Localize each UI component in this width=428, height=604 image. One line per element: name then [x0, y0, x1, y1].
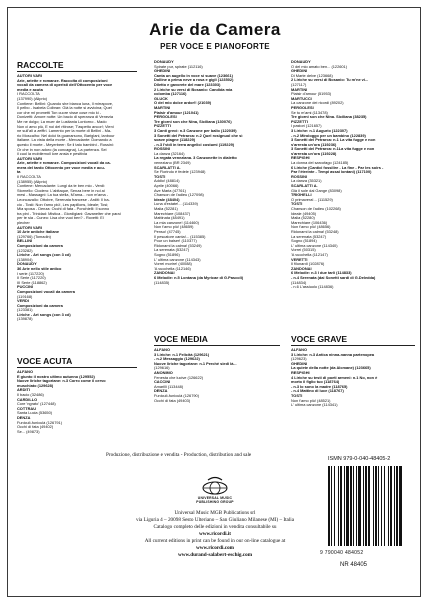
- publisher-line: via Liguria 4 – 20098 Sesto Ulteriano – San Giuliano Milanese (MI) – Italia: [135, 517, 295, 523]
- website-link[interactable]: www.ricordi.com: [195, 545, 235, 551]
- entry-heading: Dolline a prima neve a rosa e gigli (123502): [154, 77, 234, 83]
- voce-grave-list: [291, 348, 415, 408]
- section-voce-media: [154, 334, 280, 450]
- barcode-bar: [365, 466, 367, 546]
- entry-heading: - n.4 Mattino di luce (118767): [291, 388, 344, 394]
- entry-line: Stornello: Ciodero: L'abitaque, Senza bere in noi ai: [17, 187, 105, 193]
- entry-line: Piaisir d'amour (51953): [291, 91, 332, 97]
- entry-line: Funiculì-funiculà (126791): [17, 419, 62, 425]
- entry-line: Sogno (51896): [154, 251, 180, 257]
- entry-line: III Serie (118862): [17, 279, 47, 285]
- entry-line: Se... (49873): [17, 428, 40, 434]
- entry-heading: GHEDINI: [154, 68, 171, 74]
- entry-line: mesi - Massagni: La tua stella, M'ama... non m'ama -: [17, 192, 109, 198]
- entry-heading: Par l'étreinte - Tempi assai lontani) (117100): [291, 169, 372, 175]
- entry-heading: Piaisir d'amour (121041): [154, 109, 199, 115]
- entry-line: La danza (35321): [291, 178, 322, 184]
- barcode-bar: [334, 466, 335, 546]
- entry-heading: La regata veneziana. 3 Canzonette in dialetto: [154, 155, 237, 161]
- entry-heading: 2 Liriche su versi di Bosanio: Candida mia: [154, 86, 233, 92]
- barcode-bar: [338, 466, 339, 546]
- entry-heading: GLUCK: [154, 95, 168, 101]
- entry-heading: 3 Liriche: n.1 Felicità (129621): [154, 351, 210, 357]
- entry-line: Luna d'estate!... (114339): [154, 201, 198, 207]
- entry-line: I RACCOLTA: [17, 91, 40, 97]
- entry-line: veneziano (BR 2349): [154, 160, 191, 166]
- entry-line: (127117): [291, 81, 307, 87]
- entry-heading: CARDILLO: [17, 396, 38, 402]
- entry-line: (138955) (Aliprio): [17, 178, 48, 184]
- entry-line: (129616): [154, 365, 170, 371]
- barcode-bar: [358, 466, 361, 546]
- entry-line: (138904): [17, 256, 33, 262]
- entry-line: Sogno (51894): [291, 238, 317, 244]
- entry-heading: Arie, ariette e romanze. Raccolta di composizioni: [17, 77, 108, 83]
- entry-line: per te sia - Cuneo: Lisa che vuoi ben? - Rovetti: El: [17, 215, 104, 221]
- entry-line: (114834): [291, 279, 307, 285]
- entry-heading: DENZA: [17, 414, 31, 420]
- barcode-bar: [350, 466, 352, 546]
- barcode-icon: [326, 466, 404, 548]
- page-subtitle: PER VOCE E PIANOFORTE: [160, 42, 270, 51]
- entry-heading: RESPIGHI: [291, 369, 310, 375]
- entry-line: Chanson de l'adieu (102268): [291, 206, 341, 211]
- entry-line: ne sull'ali a zeffiri. Lamento per la morte di Bellini - Ma-: [17, 128, 112, 134]
- entry-line: Non t'amo più! (48656): [291, 224, 331, 230]
- section-raccolte: [17, 60, 137, 350]
- barcode-number: 9 790040 484052: [320, 550, 364, 556]
- entry-heading: - n.4 Serenata (dai Sonetti sardi di G.Deledda): [291, 274, 376, 280]
- logo-wordmark: UNIVERSAL MUSIC PUBLISHING GROUP: [196, 496, 234, 504]
- publisher-line: Universal Music MGB Publications srl: [174, 510, 256, 516]
- entry-heading: MARTUCCI: [291, 95, 312, 101]
- entry-heading: O del mio dolce ardor!! (21039): [154, 100, 212, 106]
- voce-acuta-list: [17, 370, 137, 434]
- section-voce-acuta-continued: [154, 60, 280, 322]
- entry-line: (129766) (Tomadin): [17, 233, 51, 239]
- entry-line: (123282): [17, 247, 33, 253]
- entry-heading: 3 Sonetti del Petrarca: n.1La vita fugge e non: [291, 146, 375, 152]
- entry-heading: PIZZETTI: [291, 118, 308, 124]
- barcode-bar: [356, 466, 357, 546]
- publisher-logo: [191, 476, 239, 504]
- entry-line: Fenesta che lucive (126622): [154, 374, 204, 380]
- barcode-bar: [363, 466, 364, 546]
- isbn-label: ISMN 979-0-040-48405-2: [328, 456, 391, 462]
- entry-heading: 3 Canti greci: n.3 Canzone per ballo (122039): [154, 127, 237, 133]
- entry-line: Se tu m'ami (113478): [291, 109, 328, 115]
- entry-line: Aprile (40066): [154, 183, 179, 189]
- section-heading-voce-grave: VOCE GRAVE: [291, 334, 415, 346]
- publisher-line: Catalogo completo delle edizioni in vendita consultabile su: [153, 524, 277, 530]
- entry-heading: COTTRAU: [17, 405, 37, 411]
- entry-line: cor che mi prometti Ton cuore visse cose mio ki -: [17, 109, 102, 115]
- barcode-bar: [394, 466, 395, 546]
- entry-line: Chanson de l'adieu (127098): [154, 192, 204, 198]
- section-heading-voce-acuta: VOCE ACUTA: [17, 356, 137, 368]
- entry-heading: DONAUDY: [154, 60, 174, 64]
- entry-line: O del mio amato ben... (122601): [291, 63, 348, 69]
- entry-line: Marechiare (108437): [154, 210, 191, 216]
- entry-line: Pour un baiser! (110377): [154, 238, 197, 244]
- entry-line: La donna del sarcofago (124185): [291, 160, 349, 166]
- entry-line: rio Moscalho: Nel dolci fa guanarsono, Bariglani, lanbour: [17, 132, 115, 138]
- entry-line: Di Marte delve (123668): [291, 72, 333, 78]
- entry-heading: Liriche - Art songs (con 3 cd): [17, 311, 71, 317]
- entry-line: (137990) (Aliprio): [17, 95, 48, 101]
- entry-heading: vocali da camera di operisti dell'Ottocento per voce: [17, 82, 113, 88]
- entry-line: (139878): [17, 316, 33, 322]
- entry-line: La mia canzone! (114460): [154, 219, 199, 225]
- entry-heading: CACCINI: [154, 379, 171, 385]
- barcode-bar: [328, 466, 330, 546]
- entry-heading: VERDI: [17, 298, 29, 304]
- entry-heading: ALFANO: [291, 347, 307, 352]
- entry-line: Non ci amo più, E noi del ritirose; T'aspetto ancor!; Vieni: [17, 123, 114, 129]
- barcode-bar: [340, 466, 342, 546]
- entry-heading: muschiato (129628): [17, 382, 54, 388]
- section-heading-raccolte: RACCOLTE: [17, 60, 137, 72]
- catalogue-number: NR 48405: [340, 562, 368, 568]
- barcode-bar: [396, 466, 398, 546]
- entry-heading: GHEDINI: [291, 68, 308, 74]
- footer-credit: Produzione, distribuzione e vendita - Production, distribution and sale: [106, 452, 252, 458]
- entry-line: plecher: [17, 220, 30, 225]
- entry-line: Vorrei (50315): [291, 247, 316, 253]
- entry-heading: Arie, ariette e romanze. Composizioni vocali da ca-: [17, 160, 111, 166]
- back-cover: [7, 7, 421, 597]
- entry-heading: VERETTI: [291, 256, 308, 262]
- entry-heading: GHEDINI: [291, 360, 308, 366]
- entry-heading: Canta un augello in voce sì suave (123661): [154, 72, 233, 78]
- entry-line: Leoncavallo: Ottobre, Serenata francese - Arditi: Il ba-: [17, 197, 110, 203]
- entry-heading: Ideale (48404): [154, 196, 180, 202]
- barcode-bar: [381, 466, 382, 546]
- entry-heading: morto il figlio tuo (118764): [291, 379, 340, 385]
- barcode-bar: [375, 466, 377, 546]
- entry-heading: ANONIMO: [154, 369, 173, 375]
- barcode-bar: [388, 466, 389, 546]
- entry-heading: Tre giorni son che Nina, Siciliana (130076): [154, 118, 232, 124]
- section-heading-voce-media: VOCE MEDIA: [154, 334, 280, 346]
- entry-heading: - n.2 Messaggio (129622): [154, 356, 200, 362]
- entry-heading: 6 Melodie: n.3 I due tarli (114833): [291, 270, 352, 276]
- entry-heading: Liriche - Art songs (con 3 cd): [17, 252, 71, 258]
- entry-heading: TRIGHELLI: [291, 192, 312, 198]
- entry-line: (114835): [154, 279, 170, 285]
- barcode-bar: [373, 466, 374, 546]
- entry-heading: ROSSINI: [291, 173, 307, 179]
- entry-line: il cuol la mobilemoll lore ansia e pesitivia: [17, 151, 88, 157]
- entry-line: Mattinata (48491): [154, 215, 185, 221]
- entry-heading: Composizioni vocali da camera: [17, 288, 75, 294]
- publisher-line: All current editions in print can be found in our on-line catalogue at: [144, 538, 286, 544]
- entry-line: Ave Maria (47761): [154, 187, 186, 193]
- barcode-bar: [346, 466, 349, 546]
- entry-heading: BELLINI: [17, 238, 33, 244]
- entry-line: (123381): [17, 307, 33, 313]
- section-voce-grave: [291, 334, 415, 450]
- entry-line: Se Florindo è fedele (123948): [154, 169, 206, 175]
- entry-line: Funiculì-funiculà (126790): [154, 392, 199, 398]
- entry-line: Contiene: Bellini: Quando she bianca luna, Il mirrapove,: [17, 100, 114, 106]
- entry-line: Il bacio (32486): [17, 391, 44, 397]
- section-voce-acuta: [17, 356, 137, 450]
- entry-heading: Tre giorni son che Nina. Siciliana (38235): [291, 114, 367, 120]
- entry-heading: DONAUDY: [291, 60, 311, 64]
- entry-line: Penso! (47745): [154, 228, 181, 234]
- entry-heading: - n.2 Mirologgo per un bambino (122839): [291, 132, 366, 138]
- entry-line: L' ultima canzone (114341): [291, 402, 338, 408]
- entry-heading: SCARLATTI A.: [291, 183, 318, 189]
- entry-line: La danza (32164): [154, 150, 185, 156]
- entry-heading: 3 Liriche: n.3 Antica ninna-nanna partenopea: [291, 351, 375, 357]
- globe-logo-icon: [202, 476, 228, 496]
- entry-line: Amarilli (113448): [154, 383, 184, 389]
- entry-line: Marechiare (106436): [291, 219, 328, 225]
- entry-line: I pastori (121657): [291, 123, 322, 129]
- entry-line: italiane. La vista della morte - Mercadante: Domando a: [17, 137, 112, 143]
- entry-heading: MARTINI: [154, 104, 171, 110]
- entry-line: L' ultima canzone (114340): [291, 242, 338, 248]
- entry-heading: PIZZETTI: [154, 123, 171, 129]
- barcode-bar: [368, 466, 370, 546]
- entry-heading: TOSTI: [291, 392, 303, 398]
- raccolte-list: [17, 74, 137, 322]
- entry-line: questo il morte - Meyerbeer: Se il tato bambini - Rossini:: [17, 141, 114, 147]
- entry-heading: ta: [17, 169, 21, 175]
- entry-line: I serie (117220): [17, 270, 44, 276]
- entry-line: Il pescatore canta!... (115385): [154, 233, 206, 239]
- entry-heading: - n.3 Io sono la madre (118765): [291, 383, 348, 389]
- entry-heading: - n.3 I'vidi in terra angelici costumi (119229): [154, 141, 235, 147]
- entry-line: Occhi di fata (49402): [17, 424, 54, 430]
- barcode-bar: [399, 466, 402, 546]
- entry-line: 'A vucchella (112147): [291, 251, 328, 257]
- entry-heading: ZANDONAI: [291, 265, 312, 271]
- entry-line: - n.6 L'assiuolo (114836): [291, 284, 334, 290]
- entry-line: tra pini - Trinidad: Mistica - Giordigiani: Gavanelter che parai: [17, 210, 121, 216]
- entry-line: La canzone dei ricordi (89202): [291, 100, 344, 106]
- entry-heading: media e acuta: [17, 86, 43, 92]
- entry-line: Mia sposa - Denza: Occhi di fata - Ponchielli: Il sonno: [17, 206, 110, 212]
- entry-heading: PERGOLESI: [291, 104, 314, 110]
- entry-line: Ideale (49405): [291, 210, 317, 216]
- entry-line: Non t'amo più! (48659): [154, 224, 194, 230]
- entry-heading: Nuove liriche tagoriane: n.1 Perché siedi là...: [154, 360, 237, 366]
- entry-heading: TOSTI: [154, 173, 166, 179]
- entry-line: O primavera!... (111529): [291, 196, 333, 202]
- entry-line: II RACCOLTA: [17, 174, 41, 180]
- barcode-bar: [331, 466, 332, 546]
- entry-heading: 3 Liriche: n.1 Augurio (122307): [291, 127, 348, 133]
- entry-heading: 2 Liriche su versi di Bosanio: Tu m'ne vi...: [291, 77, 369, 83]
- entry-line: Già il sole dal Gange (83098): [291, 187, 342, 193]
- entry-heading: PERGOLESI: [154, 114, 177, 120]
- entry-heading: Composizioni da camera: [17, 302, 63, 308]
- entry-line: Malia (52281): [154, 206, 178, 211]
- entry-line: Malia (52280): [291, 215, 315, 221]
- entry-line: Non t'amo più! (48521): [291, 397, 331, 403]
- entry-line: 'A vucchella (112146): [154, 265, 191, 271]
- barcode-bar: [378, 466, 379, 546]
- entry-heading: 10 Arie antiche italiane: [17, 229, 60, 235]
- entry-line: Occhi di fata (49403): [154, 397, 191, 403]
- barcode-bar: [353, 466, 354, 546]
- entry-heading: AUTORI VARI: [17, 224, 42, 230]
- entry-heading: s'arresta un'ora (119236): [291, 141, 337, 147]
- col2-list: [154, 60, 280, 285]
- entry-line: La serenata (53247): [154, 247, 190, 253]
- entry-heading: Nuove liriche tagoriane: n.3 Corro come il cervo: [17, 378, 106, 384]
- entry-heading: s'arresta un'ora (119228): [291, 150, 337, 156]
- entry-heading: ZANDONAI: [154, 270, 175, 276]
- entry-line: Ridonami la calma! (53248): [291, 228, 339, 234]
- entry-heading: 3 Sonetti del Petrarca: n.1 La vita fugge e non: [291, 137, 376, 143]
- entry-heading: DENZA: [154, 388, 168, 394]
- col3-list: [291, 60, 415, 290]
- entry-line: Me ne dolgo; La muer de Lusitania Lontorno - Mado: [17, 118, 107, 124]
- entry-heading: colomba (127116): [154, 91, 187, 97]
- entry-heading: Composizioni da camera: [17, 242, 63, 248]
- entry-heading: soave piagne (118229): [154, 137, 196, 143]
- entry-line: Contiene: Mercadante: Lungi da te ben mio - Verdi:: [17, 183, 106, 189]
- page-title: Arie da Camera: [149, 20, 281, 39]
- entry-line: Spirate pur, spirate (112116): [154, 63, 203, 69]
- entry-heading: ALFANO: [154, 347, 170, 352]
- website-link[interactable]: www.ricordi.it: [199, 531, 231, 537]
- entry-line: Addio! (48814): [154, 178, 180, 184]
- barcode-bar: [384, 466, 385, 546]
- entry-line: L' ultima canzone (114343): [154, 256, 201, 262]
- barcode-bar: [344, 466, 345, 546]
- entry-line: (119168): [17, 293, 33, 299]
- entry-heading: 36 Arie nello stile antico: [17, 265, 62, 271]
- entry-heading: DONAUDY: [17, 261, 37, 267]
- entry-line: Core 'ngrato' (127448): [17, 401, 56, 407]
- entry-heading: AUTORI VARI: [17, 73, 42, 78]
- entry-line: Il pelbo - Isabela Colbran: Già la notte si avvicina; Quel: [17, 105, 112, 111]
- entry-heading: TOSTI: [291, 201, 303, 207]
- footer: [8, 450, 421, 597]
- entry-line: II Serie (117220): [17, 275, 46, 281]
- entry-heading: 4 Liriche su testi di poeti armeni: n.1 No, non è: [291, 374, 378, 380]
- entry-heading: Diletto e gavorete del mare (123303): [154, 81, 221, 87]
- entry-line: Santa Lucia (53650): [17, 410, 53, 416]
- section-voce-media-continued: [291, 60, 415, 322]
- entry-heading: SCARLATTI A.: [154, 164, 181, 170]
- entry-heading: E giunto il nostro ultimo autunno (129552): [17, 373, 95, 379]
- entry-heading: PUCCINI: [17, 284, 33, 290]
- entry-line: (129623): [291, 356, 307, 362]
- entry-heading: MARTINI: [291, 86, 308, 92]
- entry-line: Il filunardi (102876): [291, 261, 325, 267]
- entry-heading: ROSSINI: [154, 146, 170, 152]
- entry-heading: 3 Sonetti del Petrarca: n.2 Quel rosignuol che sì: [154, 132, 243, 138]
- entry-heading: AUTORI VARI: [17, 155, 42, 161]
- entry-line: Vorrei morire! (40088): [154, 261, 192, 267]
- entry-line: Or che in non adoro (la concagna), La partenza. Sei: [17, 146, 107, 152]
- entry-line: cio - Tosti: Non t'amo più!, Les papillons, Ideale; Tosi;: [17, 201, 109, 207]
- entry-heading: RESPIGHI: [291, 155, 310, 161]
- entry-line: Donizetti: Amore notte: Un bacio di speranza di Venezia: [17, 114, 114, 120]
- voce-media-list: [154, 348, 280, 403]
- entry-heading: ARDITI: [17, 387, 30, 393]
- entry-heading: 6 Liriche (Cantici fossilire - La fine - Par les soirs -: [291, 164, 384, 170]
- entry-line: La serenata (53247): [291, 233, 327, 239]
- entry-heading: ALFANO: [17, 369, 33, 374]
- entry-line: Ridonami la calma! (53249): [154, 242, 202, 248]
- entry-heading: 6 Melodie: n.5 Lontana (da Myricae di G.Pascoli): [154, 274, 244, 280]
- website-link[interactable]: www.durand-salabert-eschig.com: [177, 552, 253, 558]
- entry-heading: La quiete della notte (da Alcmane) (123665): [291, 365, 371, 371]
- entry-heading: mera del tardo Ottocento per voce media e acu-: [17, 164, 105, 170]
- barcode-bar: [390, 466, 392, 546]
